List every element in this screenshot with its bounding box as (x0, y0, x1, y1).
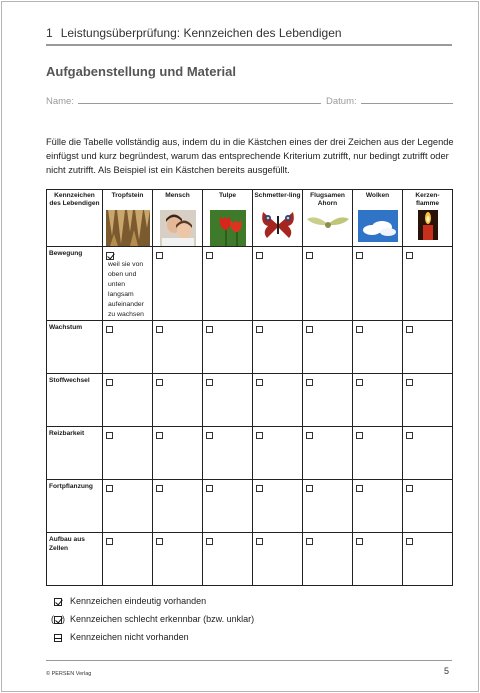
header-rule (46, 44, 452, 46)
answer-cell[interactable] (253, 427, 303, 480)
checkbox[interactable] (306, 379, 313, 386)
check-box-icon (50, 596, 66, 606)
example-answer: weil sie von oben und unten langsam aufeinander zu wachsen (108, 261, 144, 318)
checked-box[interactable] (106, 252, 114, 260)
checkbox[interactable] (356, 326, 363, 333)
chapter-title-text: Leistungsüberprüfung: Kennzeichen des Lebendigen (60, 26, 342, 40)
answer-cell[interactable] (403, 480, 453, 533)
people-photo (160, 210, 196, 246)
checkbox[interactable] (356, 485, 363, 492)
checkbox[interactable] (306, 252, 313, 259)
checkbox[interactable] (156, 485, 163, 492)
col-header-wolken: Wolken (353, 190, 403, 247)
answer-cell[interactable] (403, 321, 453, 374)
checkbox[interactable] (156, 252, 163, 259)
answer-cell[interactable] (303, 247, 353, 321)
answer-cell[interactable] (103, 480, 153, 533)
assessment-table (46, 189, 453, 586)
checkbox[interactable] (206, 379, 213, 386)
checkbox[interactable] (256, 432, 263, 439)
answer-cell[interactable] (203, 321, 253, 374)
section-title: Aufgabenstellung und Material (46, 64, 236, 79)
checkbox[interactable] (206, 538, 213, 545)
checkbox[interactable] (156, 326, 163, 333)
answer-cell[interactable] (303, 480, 353, 533)
answer-cell[interactable] (353, 427, 403, 480)
row-label: Stoffwechsel (47, 374, 103, 427)
answer-cell[interactable] (403, 374, 453, 427)
checkbox[interactable] (406, 326, 413, 333)
stalactite-photo (106, 210, 150, 246)
col-header-schmetterling: Schmetter-ling (253, 190, 303, 247)
page-number: 5 (444, 666, 450, 676)
checkbox[interactable] (256, 379, 263, 386)
date-field[interactable] (326, 96, 453, 107)
checkbox[interactable] (406, 379, 413, 386)
check-box-parens-icon: ( ) (51, 614, 65, 624)
date-label: Datum: (326, 96, 357, 107)
answer-cell[interactable] (403, 427, 453, 480)
answer-cell[interactable] (153, 480, 203, 533)
answer-cell[interactable] (303, 533, 353, 586)
checkbox[interactable] (206, 252, 213, 259)
col-header-mensch: Mensch (153, 190, 203, 247)
corner-header: Kennzeichen des Lebendigen (47, 190, 103, 247)
checkbox[interactable] (406, 485, 413, 492)
answer-cell[interactable] (353, 247, 403, 321)
col-header-flugsamen-ahorn: Flugsamen Ahorn (303, 190, 353, 247)
table-row (47, 427, 453, 480)
checkbox[interactable] (106, 485, 113, 492)
footer-rule (46, 660, 452, 661)
checkbox[interactable] (306, 326, 313, 333)
answer-cell[interactable] (253, 480, 303, 533)
answer-cell[interactable] (153, 321, 203, 374)
table-row (47, 480, 453, 533)
answer-cell[interactable] (153, 427, 203, 480)
answer-cell[interactable] (203, 427, 253, 480)
answer-cell[interactable] (153, 247, 203, 321)
answer-cell[interactable] (203, 247, 253, 321)
row-label: Bewegung (47, 247, 103, 321)
checkbox[interactable] (206, 326, 213, 333)
checkbox[interactable] (156, 538, 163, 545)
checkbox[interactable] (306, 432, 313, 439)
row-label: Reizbarkeit (47, 427, 103, 480)
legend-item (50, 628, 254, 646)
legend-text: Kennzeichen eindeutig vorhanden (70, 596, 207, 606)
checkbox[interactable] (406, 538, 413, 545)
legend-item (50, 592, 254, 610)
checkbox[interactable] (156, 432, 163, 439)
checkbox[interactable] (356, 379, 363, 386)
answer-cell[interactable] (303, 427, 353, 480)
answer-cell[interactable] (203, 480, 253, 533)
answer-cell[interactable] (203, 533, 253, 586)
checkbox[interactable] (156, 379, 163, 386)
checkbox[interactable] (406, 432, 413, 439)
legend-text: Kennzeichen nicht vorhanden (70, 632, 189, 642)
answer-cell[interactable] (403, 247, 453, 321)
table-row (47, 321, 453, 374)
answer-cell[interactable] (253, 321, 303, 374)
answer-cell[interactable] (103, 533, 153, 586)
candle-photo (418, 210, 438, 240)
row-label: Fortpflanzung (47, 480, 103, 533)
checkbox[interactable] (406, 252, 413, 259)
answer-cell[interactable] (103, 247, 153, 321)
clouds-photo (358, 210, 398, 242)
checkbox[interactable] (356, 538, 363, 545)
col-header-kerzenflamme: Kerzen-flamme (403, 190, 453, 247)
answer-cell[interactable] (153, 533, 203, 586)
legend-text: Kennzeichen schlecht erkennbar (bzw. unklar) (70, 614, 255, 624)
name-field[interactable] (46, 96, 321, 107)
answer-cell[interactable] (353, 374, 403, 427)
answer-cell[interactable] (353, 480, 403, 533)
checkbox[interactable] (306, 538, 313, 545)
checkbox[interactable] (106, 432, 113, 439)
publisher-credit: © PERSEN Verlag (46, 671, 92, 677)
tulip-photo (210, 210, 246, 246)
table-header-row (47, 190, 453, 247)
checkbox[interactable] (256, 326, 263, 333)
legend-item (50, 610, 254, 628)
checkbox[interactable] (256, 252, 263, 259)
answer-cell[interactable] (253, 374, 303, 427)
checkbox[interactable] (356, 432, 363, 439)
checkbox[interactable] (256, 485, 263, 492)
answer-cell[interactable] (253, 247, 303, 321)
checkbox[interactable] (106, 538, 113, 545)
col-header-tropfstein: Tropfstein (103, 190, 153, 247)
checkbox[interactable] (356, 252, 363, 259)
maple-seed-photo (306, 210, 350, 232)
checkbox[interactable] (206, 432, 213, 439)
name-label: Name: (46, 96, 74, 107)
checkbox[interactable] (256, 538, 263, 545)
answer-cell[interactable] (303, 374, 353, 427)
table-row (47, 247, 453, 321)
answer-cell[interactable] (203, 374, 253, 427)
chapter-title (46, 26, 342, 40)
answer-cell[interactable] (353, 321, 403, 374)
answer-cell[interactable] (103, 321, 153, 374)
date-blank[interactable] (361, 96, 453, 104)
row-label: Wachstum (47, 321, 103, 374)
checkbox[interactable] (306, 485, 313, 492)
answer-cell[interactable] (353, 533, 403, 586)
chapter-number: 1 (46, 26, 53, 40)
instructions-text: Fülle die Tabelle vollständig aus, indem du in die Kästchen eines der drei Zeichen aus der Legende einfügst und kurz begründest, warum das entsprechende Kriterium zutrifft, nur bedingt zutrifft oder nicht zutrifft. Als Beispiel ist ein Kästchen bereits ausgefüllt. (46, 137, 454, 175)
answer-cell[interactable] (153, 374, 203, 427)
checkbox[interactable] (106, 379, 113, 386)
checkbox[interactable] (206, 485, 213, 492)
answer-cell[interactable] (303, 321, 353, 374)
checkbox[interactable] (106, 326, 113, 333)
legend (50, 592, 254, 646)
table-row (47, 533, 453, 586)
answer-cell[interactable] (253, 533, 303, 586)
strike-box-icon (50, 632, 66, 642)
col-header-tulpe: Tulpe (203, 190, 253, 247)
table-row (47, 374, 453, 427)
answer-cell[interactable] (103, 374, 153, 427)
butterfly-photo (260, 210, 296, 240)
answer-cell[interactable] (103, 427, 153, 480)
name-blank[interactable] (78, 96, 321, 104)
answer-cell[interactable] (403, 533, 453, 586)
row-label: Aufbau aus Zellen (47, 533, 103, 586)
